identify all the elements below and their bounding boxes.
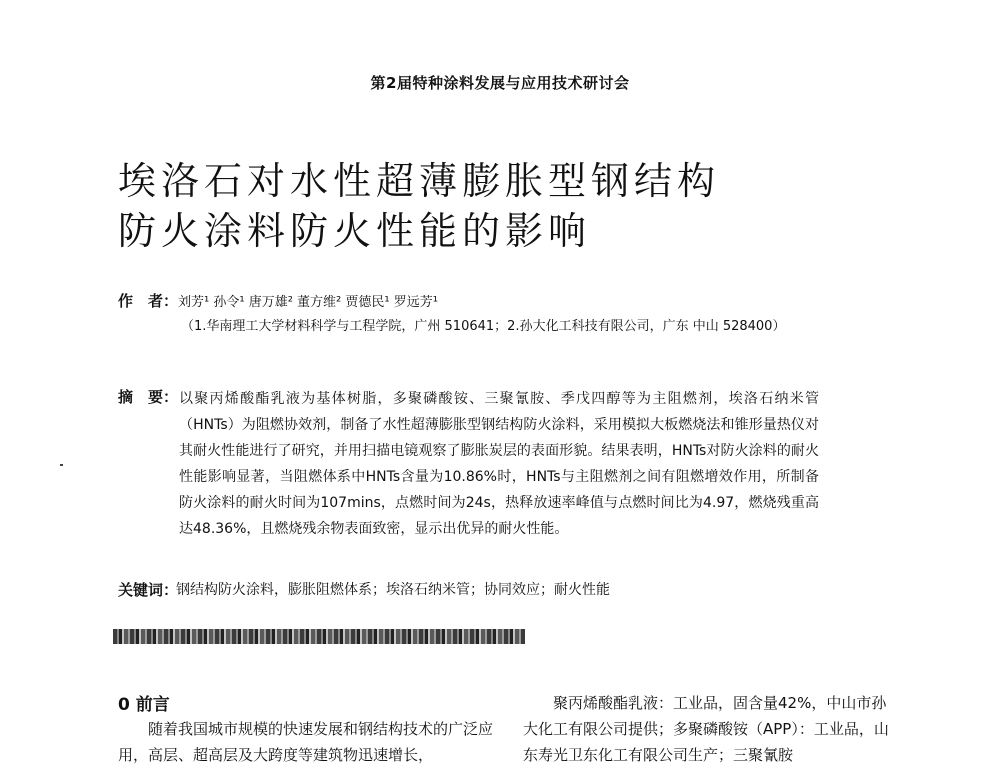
conference-header: 第2届特种涂料发展与应用技术研讨会 <box>370 74 630 92</box>
section-heading: 0 前言 <box>118 695 170 715</box>
paper-title-line-2: 防火涂料防火性能的影响 <box>118 209 592 253</box>
scan-artifact-bar <box>113 629 525 644</box>
author-names: 刘芳¹ 孙令¹ 唐万雄² 董方维² 贾德民¹ 罗远芳¹ <box>178 295 438 310</box>
left-column <box>118 716 498 768</box>
paper-title-line-1: 埃洛石对水性超薄膨胀型钢结构 <box>118 159 721 203</box>
affiliation: （1.华南理工大学材料科学与工程学院，广州 510641；2.孙大化工科技有限公司，广东 中山 528400） <box>181 319 786 334</box>
paper-title <box>118 156 720 256</box>
authors-row <box>118 290 438 311</box>
right-column <box>523 690 898 768</box>
scan-speck <box>60 464 63 466</box>
abstract-label: 摘 要： <box>118 388 179 406</box>
keywords-label: 关键词： <box>118 581 179 599</box>
abstract-text: 以聚丙烯酸酯乳液为基体树脂，多聚磷酸铵、三聚氰胺、季戊四醇等为主阻燃剂，埃洛石纳米管（HNTs）为阻燃协效剂，制备了水性超薄膨胀型钢结构防火涂料，采用模拟大板燃烧法和锥形量热仪对其耐火性能进行了研究，并用扫描电镜观察了膨胀炭层的表面形貌。结果表明，HNTs对防火涂料的耐火性能影响显著，当阻燃体系中HNTs含量为10.86%时，HNTs与主阻燃剂之间有阻燃增效作用，所制备防火涂料的耐火时间为107mins，点燃时间为24s，热释放速率峰值与点燃时间比为4.97，燃烧残重高达48.36%，且燃烧残余物表面致密，显示出优异的耐火性能。 <box>179 391 819 537</box>
keywords-text: 钢结构防火涂料，膨胀阻燃体系；埃洛石纳米管；协同效应；耐火性能 <box>176 582 610 598</box>
left-column-paragraph: 随着我国城市规模的快速发展和钢结构技术的广泛应用，高层、超高层及大跨度等建筑物迅速增长， <box>118 720 494 764</box>
right-column-paragraph: 聚丙烯酸酯乳液：工业品，固含量42%，中山市孙大化工有限公司提供；多聚磷酸铵（APP）：工业品，山东寿光卫东化工有限公司生产；三聚氰胺 <box>523 694 889 764</box>
authors-label: 作 者： <box>118 292 179 310</box>
